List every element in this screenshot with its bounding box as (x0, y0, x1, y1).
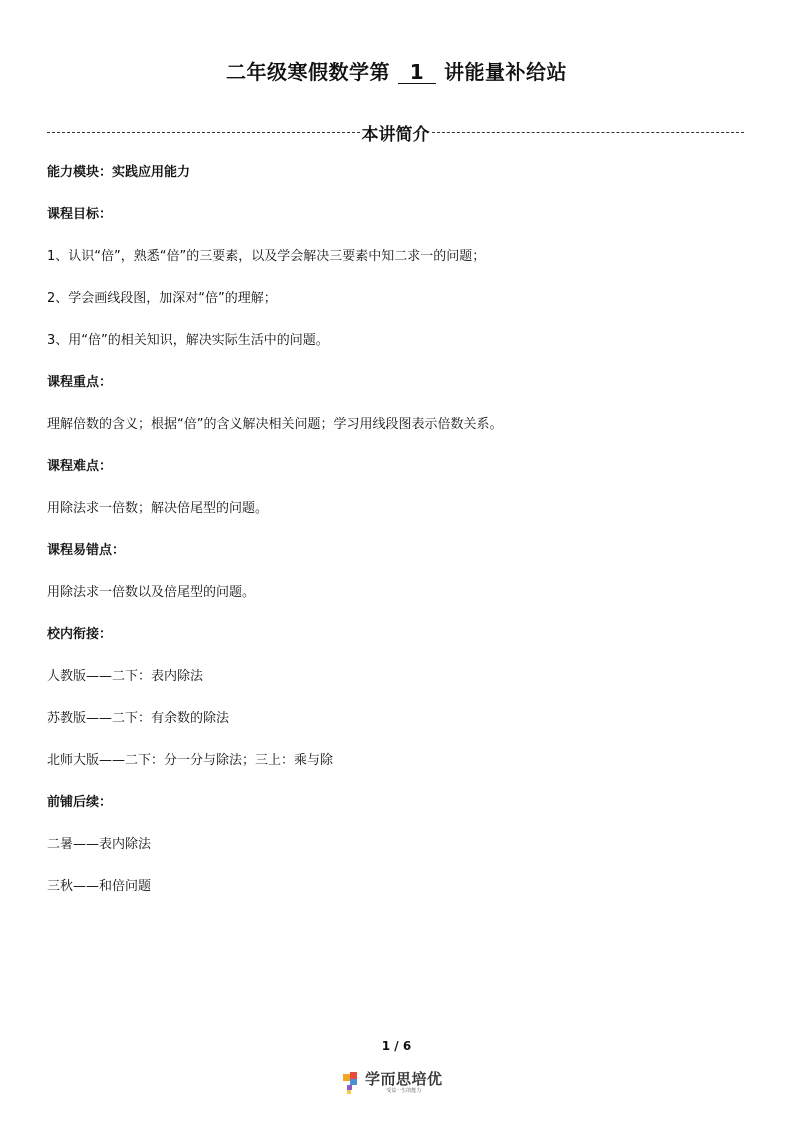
goal-item: 1、认识“倍”，熟悉“倍”的三要素，以及学会解决三要素中知二求一的问题； (47, 249, 486, 264)
heading-course-goals: 课程目标： (47, 207, 113, 222)
divider-left (47, 132, 360, 133)
heading-common-mistakes: 课程易错点： (47, 543, 126, 558)
prerequisite-item: 二暑——表内除法 (47, 837, 152, 852)
goal-item: 2、学会画线段图，加深对“倍”的理解； (47, 291, 277, 306)
logo-name: 学而思培优 (365, 1070, 443, 1088)
title-prefix: 二年级寒假数学第 (226, 60, 390, 84)
logo-tagline: 受益一生的能力 (386, 1088, 422, 1094)
heading-prerequisites: 前铺后续： (47, 795, 113, 810)
prerequisite-item: 三秋——和倍问题 (47, 879, 152, 894)
intro-content (47, 163, 747, 919)
lecture-number: 1 (398, 61, 436, 84)
goal-item: 3、用“倍”的相关知识，解决实际生活中的问题。 (47, 333, 329, 348)
difficulties-text: 用除法求一倍数；解决倍尾型的问题。 (47, 501, 269, 516)
section-title: 本讲简介 (361, 124, 430, 145)
heading-school-alignment: 校内衔接： (47, 627, 113, 642)
title-suffix: 讲能量补给站 (444, 60, 567, 84)
divider-right (432, 132, 745, 133)
alignment-item: 北师大版——二下：分一分与除法；三上：乘与除 (47, 753, 334, 768)
key-points-text: 理解倍数的含义；根据“倍”的含义解决相关问题；学习用线段图表示倍数关系。 (47, 417, 503, 432)
alignment-item: 苏教版——二下：有余数的除法 (47, 711, 230, 726)
heading-key-points: 课程重点： (47, 375, 113, 390)
common-mistakes-text: 用除法求一倍数以及倍尾型的问题。 (47, 585, 256, 600)
brand-logo (343, 1071, 443, 1095)
document-title (0, 56, 793, 85)
page-indicator: 1 / 6 (381, 1039, 412, 1053)
section-header (47, 120, 744, 144)
logo-mark-icon (343, 1072, 361, 1094)
alignment-item: 人教版——二下：表内除法 (47, 669, 204, 684)
ability-module: 能力模块：实践应用能力 (47, 165, 191, 180)
heading-difficulties: 课程难点： (47, 459, 113, 474)
